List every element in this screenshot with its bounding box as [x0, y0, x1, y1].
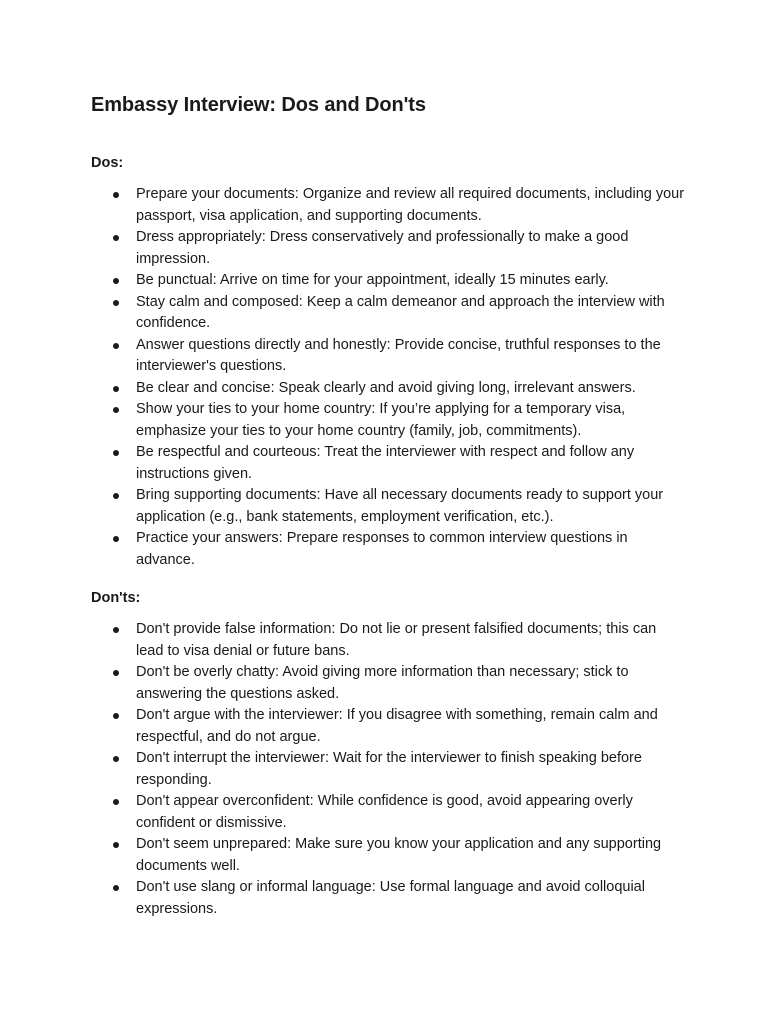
donts-list-item — [91, 705, 686, 748]
dos-item-text: Practice your answers: Prepare responses to common interview questions in advance. — [136, 530, 628, 568]
donts-list-item — [91, 748, 686, 791]
dos-list-item — [91, 184, 686, 227]
bullet-icon — [113, 450, 119, 456]
donts-item-text: Don't provide false information: Do not lie or present falsified documents; this can lead to visa denial or future bans. — [136, 621, 657, 659]
bullet-icon — [113, 192, 119, 198]
donts-item-text: Don't use slang or informal language: Use formal language and avoid colloquial expressions. — [136, 879, 645, 917]
dos-heading: Dos: — [91, 155, 124, 171]
bullet-icon — [113, 343, 119, 349]
bullet-icon — [113, 756, 119, 762]
dos-item-text: Be punctual: Arrive on time for your appointment, ideally 15 minutes early. — [136, 272, 609, 288]
donts-item-text: Don't argue with the interviewer: If you disagree with something, remain calm and respectful, and do not argue. — [136, 707, 658, 745]
donts-list-item — [91, 834, 686, 877]
dos-list-item — [91, 270, 686, 292]
donts-item-text: Don't be overly chatty: Avoid giving more information than necessary; stick to answering the questions asked. — [136, 664, 629, 702]
donts-heading: Don'ts: — [91, 590, 141, 606]
dos-list-item — [91, 378, 686, 400]
dos-list — [91, 184, 688, 571]
dos-item-text: Answer questions directly and honestly: Provide concise, truthful responses to the interviewer's questions. — [136, 336, 661, 374]
dos-list-item — [91, 485, 686, 528]
bullet-icon — [113, 627, 119, 633]
bullet-icon — [113, 300, 119, 306]
bullet-icon — [113, 713, 119, 719]
dos-item-text: Prepare your documents: Organize and review all required documents, including your passport, visa application, and supporting documents. — [136, 186, 685, 224]
bullet-icon — [113, 493, 119, 499]
dos-list-item — [91, 292, 686, 335]
dos-list-item — [91, 335, 686, 378]
donts-list-item — [91, 619, 686, 662]
bullet-icon — [113, 407, 119, 413]
bullet-icon — [113, 386, 119, 392]
dos-list-item — [91, 399, 686, 442]
bullet-icon — [113, 670, 119, 676]
dos-list-item — [91, 442, 686, 485]
dos-item-text: Dress appropriately: Dress conservatively and professionally to make a good impression. — [136, 229, 629, 267]
donts-item-text: Don't interrupt the interviewer: Wait for the interviewer to finish speaking before responding. — [136, 750, 642, 788]
dos-item-text: Show your ties to your home country: If you’re applying for a temporary visa, emphasize your ties to your home country (family, job, commitments). — [136, 401, 626, 439]
dos-list-item — [91, 528, 686, 571]
bullet-icon — [113, 885, 119, 891]
dos-item-text: Stay calm and composed: Keep a calm demeanor and approach the interview with confidence. — [136, 293, 665, 331]
bullet-icon — [113, 799, 119, 805]
dos-list-item — [91, 227, 686, 270]
dos-item-text: Be clear and concise: Speak clearly and avoid giving long, irrelevant answers. — [136, 379, 636, 396]
donts-list-item — [91, 791, 686, 834]
bullet-icon — [113, 842, 119, 848]
bullet-icon — [113, 278, 119, 284]
donts-item-text: Don't appear overconfident: While confidence is good, avoid appearing overly confident or dismissive. — [136, 793, 633, 831]
dos-item-text: Bring supporting documents: Have all necessary documents ready to support your application (e.g., bank statements, employment verification, etc.). — [136, 487, 664, 525]
donts-item-text: Don't seem unprepared: Make sure you know your application and any supporting documents well. — [136, 836, 662, 874]
donts-list-item — [91, 877, 686, 920]
bullet-icon — [113, 235, 119, 241]
donts-list-item — [91, 662, 686, 705]
dos-item-text: Be respectful and courteous: Treat the interviewer with respect and follow any instructions given. — [136, 444, 635, 482]
bullet-icon — [113, 536, 119, 542]
donts-list — [91, 619, 688, 920]
document-title: Embassy Interview: Dos and Don'ts — [91, 94, 426, 116]
